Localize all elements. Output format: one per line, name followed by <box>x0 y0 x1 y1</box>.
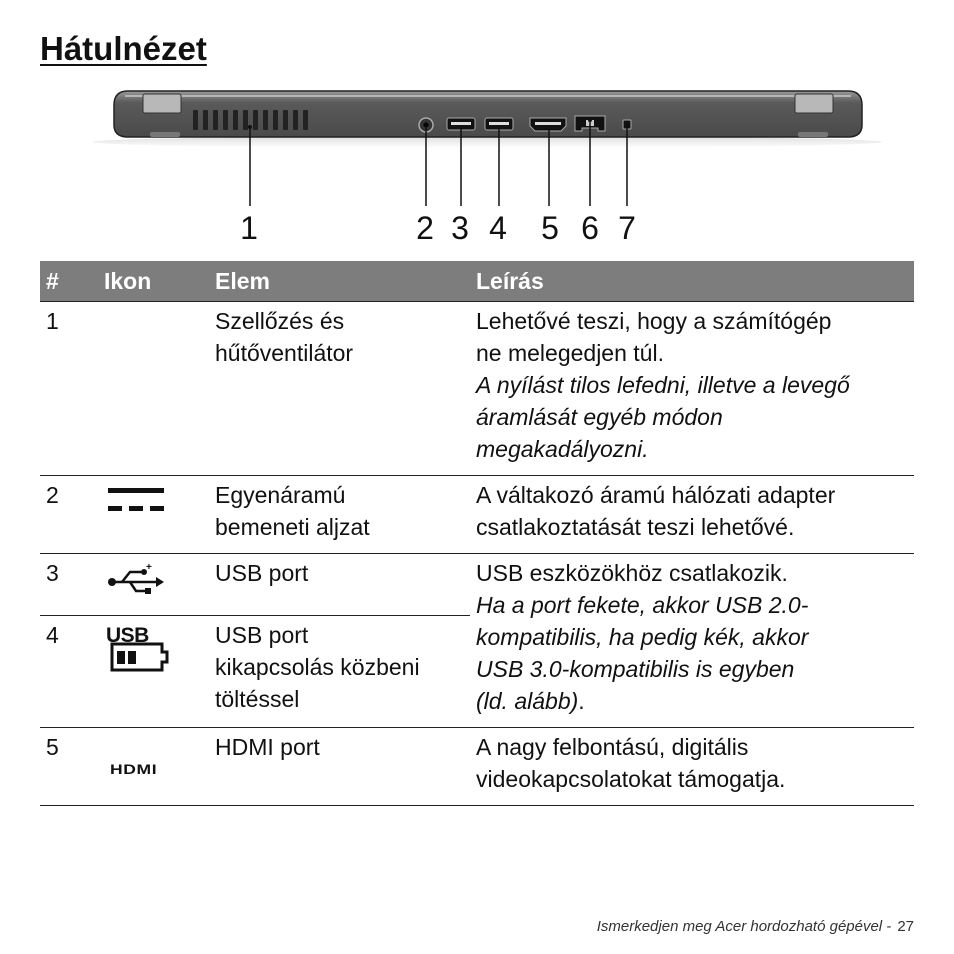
usb-charging-icon-text: USB <box>106 624 149 648</box>
table-row <box>40 554 914 616</box>
desc-line: ne melegedjen túl. <box>476 340 664 366</box>
usb-icon <box>104 562 168 596</box>
ports-table <box>40 261 914 806</box>
row-item <box>209 616 470 728</box>
note-line: A nyílást tilos lefedni, illetve a levegő <box>476 372 850 398</box>
note-tail: (ld. alább) <box>476 688 579 714</box>
callout-number: 1 <box>240 210 258 246</box>
note-tail-line <box>476 685 908 717</box>
desc-line: A váltakozó áramú hálózati adapter <box>476 482 836 508</box>
note-tail-suffix: . <box>578 688 585 714</box>
row-number: 1 <box>40 302 98 476</box>
item-line: hűtőventilátor <box>215 340 354 366</box>
footer-text: Ismerkedjen meg Acer hordozható gépével - <box>596 918 892 935</box>
svg-text:+: + <box>146 562 152 573</box>
item-line: HDMI port <box>215 734 320 760</box>
hdmi-icon <box>104 736 203 785</box>
header-item: Elem <box>209 261 470 302</box>
note-line: USB 3.0-kompatibilis is egyben <box>476 656 795 682</box>
callout-number: 5 <box>541 210 559 246</box>
note-line: kompatibilis, ha pedig kék, akkor <box>476 624 809 650</box>
table-row <box>40 728 914 806</box>
dc-in-icon <box>104 484 168 524</box>
header-icon: Ikon <box>98 261 209 302</box>
item-line: USB port <box>215 622 309 649</box>
item-line: Egyenáramú <box>215 482 346 508</box>
desc-line: csatlakoztatását teszi lehetővé. <box>476 514 795 540</box>
row-number: 4 <box>40 616 98 728</box>
row-number: 3 <box>40 554 98 616</box>
row-item <box>209 302 470 476</box>
item-line: bemeneti aljzat <box>215 514 370 540</box>
row-description <box>470 554 914 728</box>
laptop-rear-view-illustration <box>0 80 954 250</box>
callout-number: 2 <box>416 210 434 246</box>
callout-number: 3 <box>451 210 469 246</box>
table-header-row <box>40 261 914 302</box>
desc-line: USB eszközökhöz csatlakozik. <box>476 560 788 586</box>
callout-number: 6 <box>581 210 599 246</box>
note-line: áramlását egyéb módon <box>476 404 723 430</box>
row-number: 5 <box>40 728 98 806</box>
row-description <box>470 302 914 476</box>
callout-number: 4 <box>489 210 507 246</box>
header-description: Leírás <box>470 261 914 302</box>
note-line: megakadályozni. <box>476 436 649 462</box>
battery-icon <box>104 624 174 672</box>
row-description <box>470 476 914 554</box>
header-number: # <box>40 261 98 302</box>
desc-line: videokapcsolatokat támogatja. <box>476 766 786 792</box>
desc-line: Lehetővé teszi, hogy a számítógép <box>476 308 832 334</box>
usb-charging-icon <box>104 624 174 672</box>
callout-number: 7 <box>618 210 636 246</box>
page-footer <box>597 918 914 935</box>
table-row <box>40 476 914 554</box>
row-icon-empty <box>98 302 209 476</box>
row-description <box>470 728 914 806</box>
item-line: kikapcsolás közbeni <box>215 654 420 681</box>
table-row <box>40 302 914 476</box>
hdmi-icon-text: HDMI <box>110 761 158 777</box>
row-number: 2 <box>40 476 98 554</box>
page-number: 27 <box>897 918 914 935</box>
row-item <box>209 554 470 616</box>
desc-line: A nagy felbontású, digitális <box>476 734 749 760</box>
item-line: Szellőzés és <box>215 308 345 334</box>
row-item <box>209 728 470 806</box>
row-item <box>209 476 470 554</box>
page-title: Hátulnézet <box>40 30 207 67</box>
item-line: töltéssel <box>215 686 300 713</box>
note-line: Ha a port fekete, akkor USB 2.0- <box>476 592 809 618</box>
item-line: USB port <box>215 560 309 586</box>
